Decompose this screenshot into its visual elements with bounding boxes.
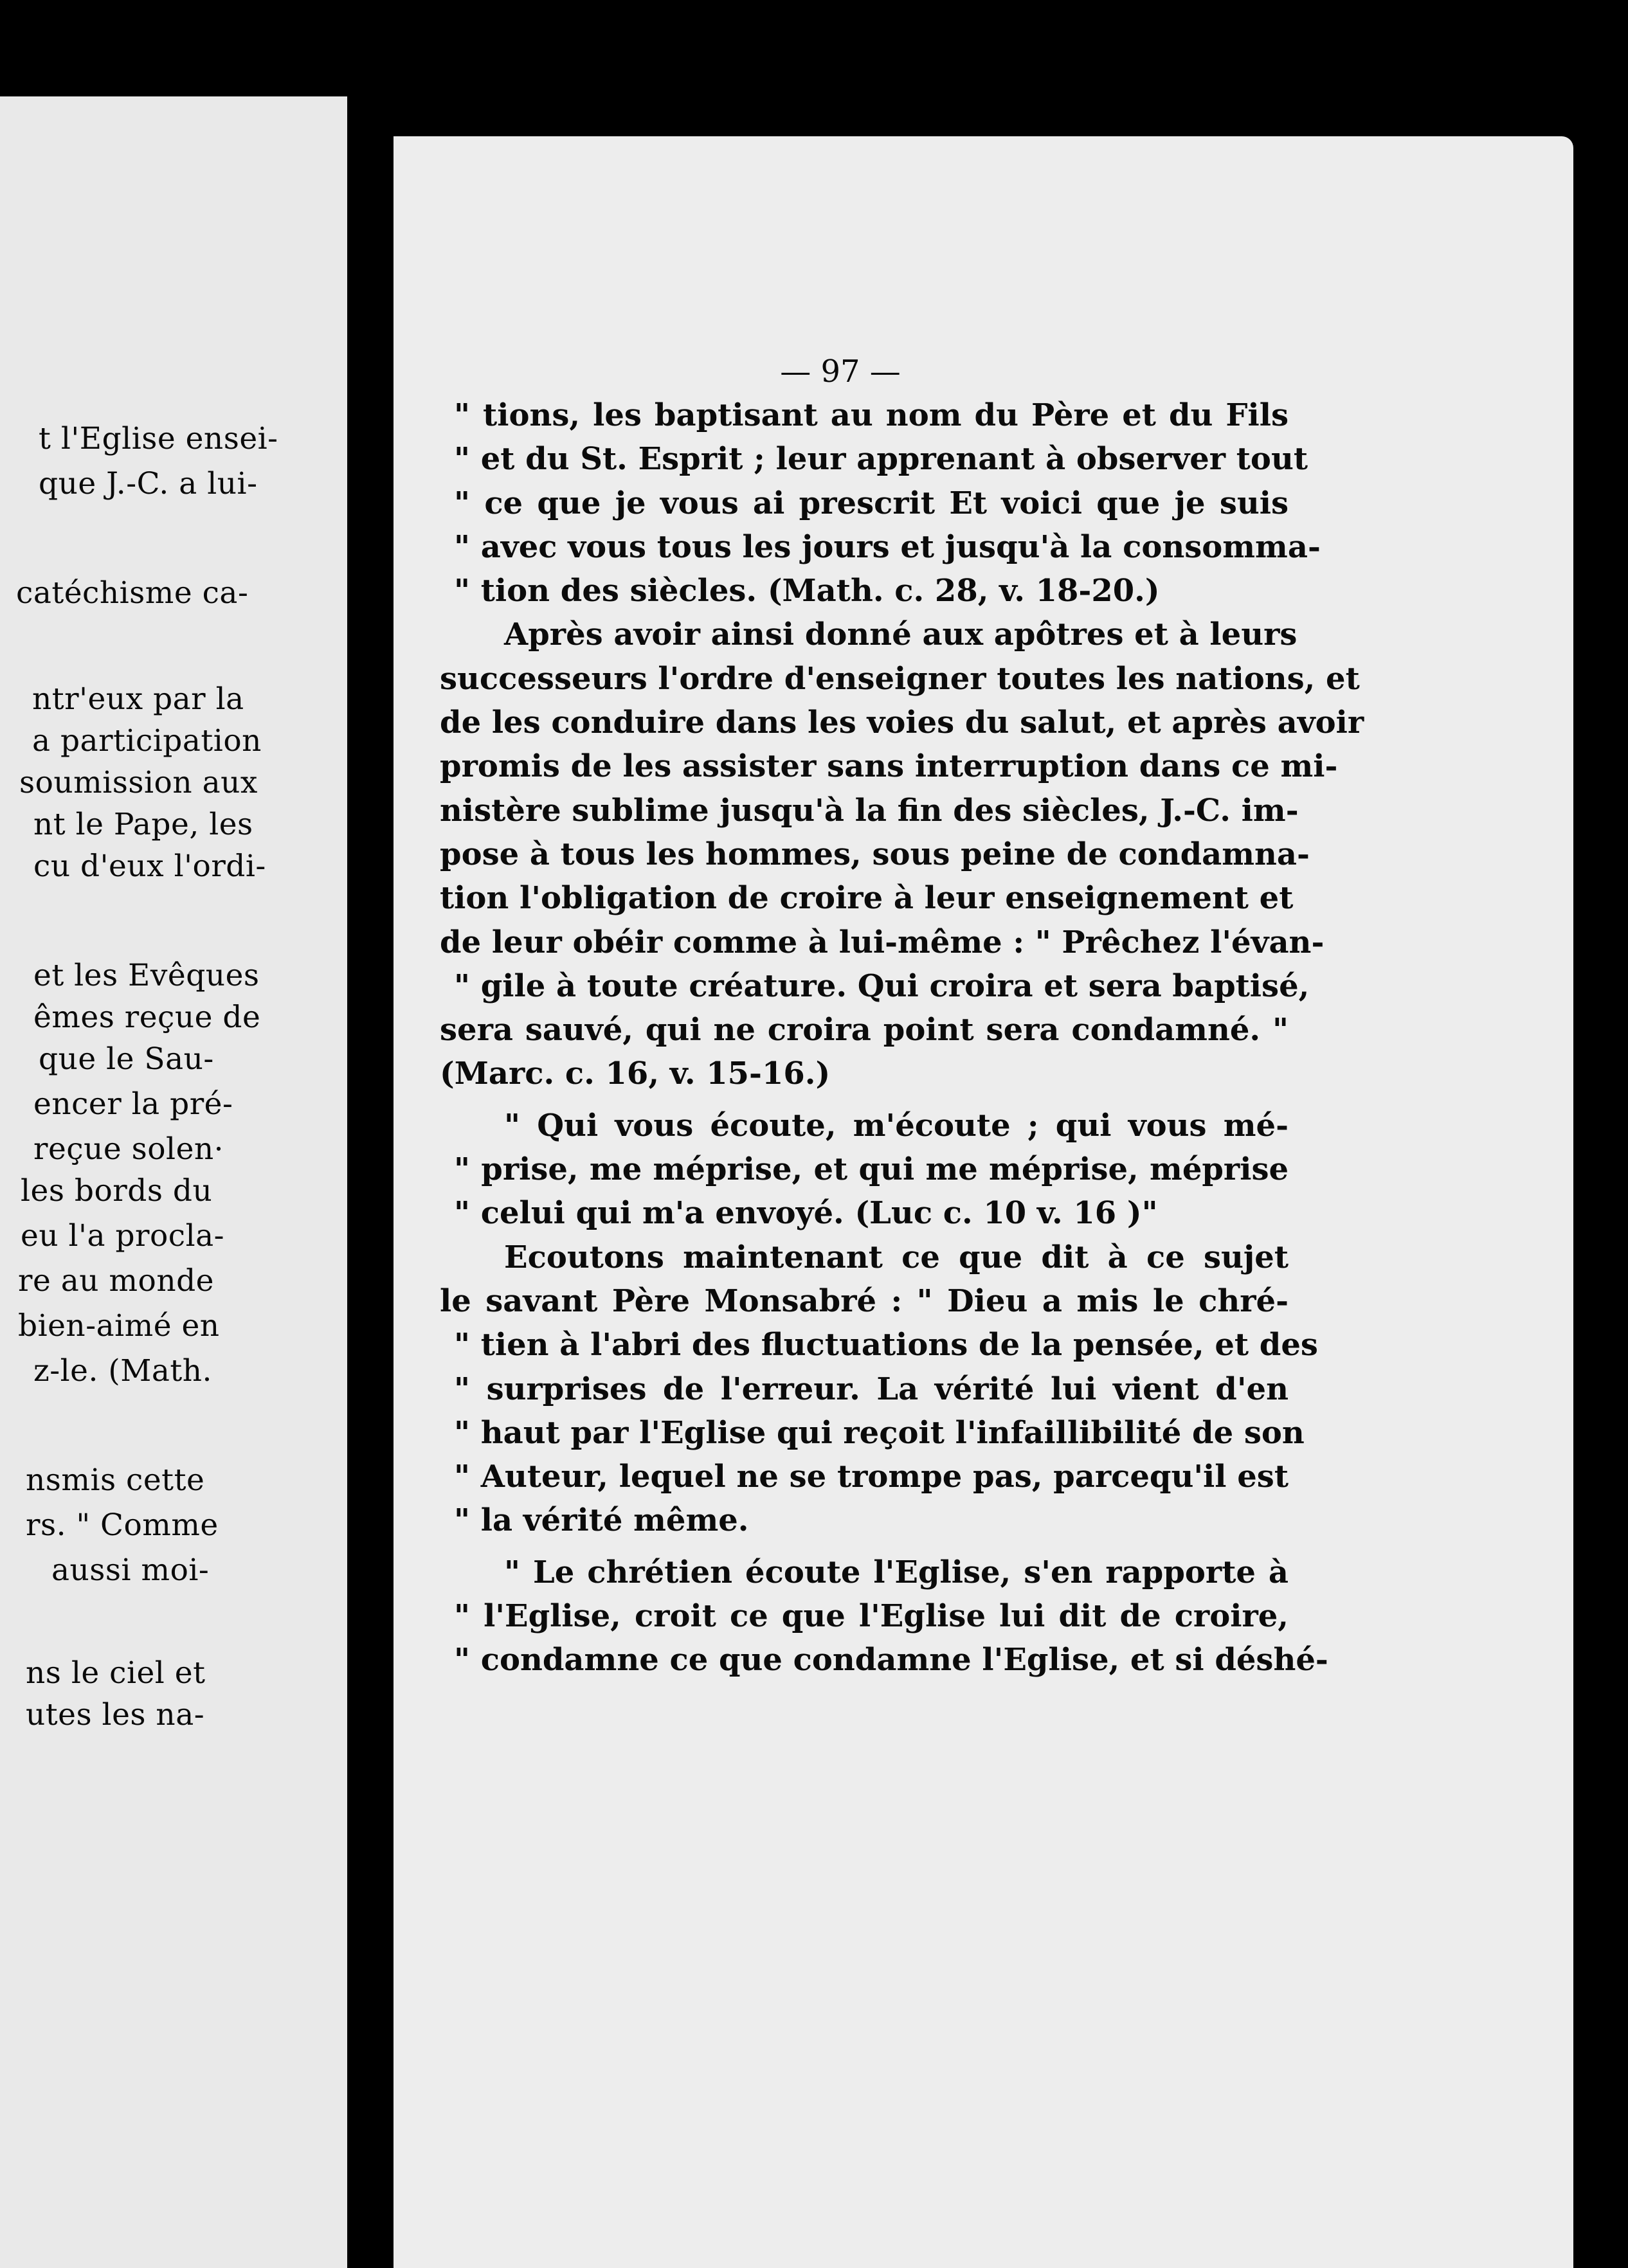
- text-line: " tion des siècles. (Math. c. 28, v. 18-20.): [454, 573, 1160, 609]
- text-line: (Marc. c. 16, v. 15-16.): [440, 1056, 831, 1092]
- left-line: ntr'eux par la: [32, 681, 244, 717]
- text-line: de leur obéir comme à lui-même : " Prêchez l'évan-: [440, 924, 1325, 960]
- body-text: [440, 393, 1364, 1682]
- text-line: Après avoir ainsi donné aux apôtres et à leurs: [504, 616, 1298, 653]
- left-line: êmes reçue de: [33, 1000, 261, 1035]
- text-line: " avec vous tous les jours et jusqu'à la consomma-: [454, 528, 1321, 565]
- text-line: pose à tous les hommes, sous peine de condamna-: [440, 836, 1310, 872]
- text-line: " et du St. Esprit ; leur apprenant à observer tout: [454, 441, 1308, 478]
- text-line: successeurs l'ordre d'enseigner toutes les nations, et: [440, 660, 1360, 697]
- right-page: [393, 136, 1573, 2268]
- text-line: " la vérité même.: [454, 1502, 749, 1539]
- left-line: que J.-C. a lui-: [39, 466, 258, 501]
- left-line: aussi moi-: [51, 1553, 210, 1588]
- left-line: nt le Pape, les: [33, 807, 253, 842]
- text-line: tion l'obligation de croire à leur enseignement et: [440, 880, 1294, 917]
- left-line: encer la pré-: [33, 1086, 233, 1122]
- text-line: " Auteur, lequel ne se trompe pas, parcequ'il est: [454, 1459, 1289, 1495]
- text-line: " tions, les baptisant au nom du Père et du Fils: [454, 397, 1289, 433]
- paragraph-gap: [440, 1096, 1289, 1104]
- left-line: reçue solen·: [33, 1131, 224, 1167]
- left-line: ns le ciel et: [26, 1655, 206, 1691]
- left-line: utes les na-: [26, 1697, 205, 1733]
- text-line: Ecoutons maintenant ce que dit à ce sujet: [504, 1239, 1289, 1275]
- left-line: a participation: [32, 723, 262, 759]
- left-line: z-le. (Math.: [33, 1353, 212, 1389]
- left-line: rs. " Comme: [26, 1508, 219, 1543]
- paragraph-gap: [440, 1543, 1289, 1551]
- text-line: " celui qui m'a envoyé. (Luc c. 10 v. 16 )": [454, 1195, 1158, 1232]
- text-line: sera sauvé, qui ne croira point sera condamné. ": [440, 1012, 1289, 1048]
- left-line: eu l'a procla-: [21, 1218, 225, 1254]
- text-line: " condamne ce que condamne l'Eglise, et si déshé-: [454, 1642, 1328, 1679]
- text-line: le savant Père Monsabré : " Dieu a mis le chré-: [440, 1282, 1289, 1319]
- book-gutter: [347, 0, 399, 2268]
- text-line: nistère sublime jusqu'à la fin des siècles, J.-C. im-: [440, 792, 1299, 829]
- text-line: " Le chrétien écoute l'Eglise, s'en rapporte à: [504, 1554, 1289, 1590]
- text-line: " Qui vous écoute, m'écoute ; qui vous mé-: [504, 1107, 1289, 1144]
- text-line: " ce que je vous ai prescrit Et voici que je suis: [454, 485, 1289, 521]
- left-line: soumission aux: [19, 765, 258, 800]
- left-line: que le Sau-: [39, 1041, 214, 1077]
- left-page: [0, 96, 347, 2268]
- text-line: " prise, me méprise, et qui me méprise, méprise: [454, 1151, 1289, 1188]
- text-line: " gile à toute créature. Qui croira et sera baptisé,: [454, 968, 1310, 1004]
- left-line: nsmis cette: [26, 1462, 205, 1498]
- page-number: — 97 —: [780, 354, 901, 390]
- text-line: " tien à l'abri des fluctuations de la pensée, et des: [454, 1327, 1318, 1364]
- left-line: t l'Eglise ensei-: [39, 421, 278, 456]
- left-line: les bords du: [21, 1173, 213, 1209]
- left-line: cu d'eux l'ordi-: [33, 849, 266, 884]
- text-line: " haut par l'Eglise qui reçoit l'infaillibilité de son: [454, 1414, 1305, 1451]
- text-line: " l'Eglise, croit ce que l'Eglise lui dit de croire,: [454, 1598, 1289, 1635]
- left-line: bien-aimé en: [18, 1308, 220, 1344]
- text-line: " surprises de l'erreur. La vérité lui vient d'en: [454, 1371, 1289, 1407]
- left-line: re au monde: [18, 1263, 214, 1299]
- left-line: catéchisme ca-: [16, 575, 249, 611]
- left-line: et les Evêques: [33, 958, 260, 993]
- text-line: de les conduire dans les voies du salut, et après avoir: [440, 705, 1364, 741]
- text-line: promis de les assister sans interruption dans ce mi-: [440, 748, 1338, 785]
